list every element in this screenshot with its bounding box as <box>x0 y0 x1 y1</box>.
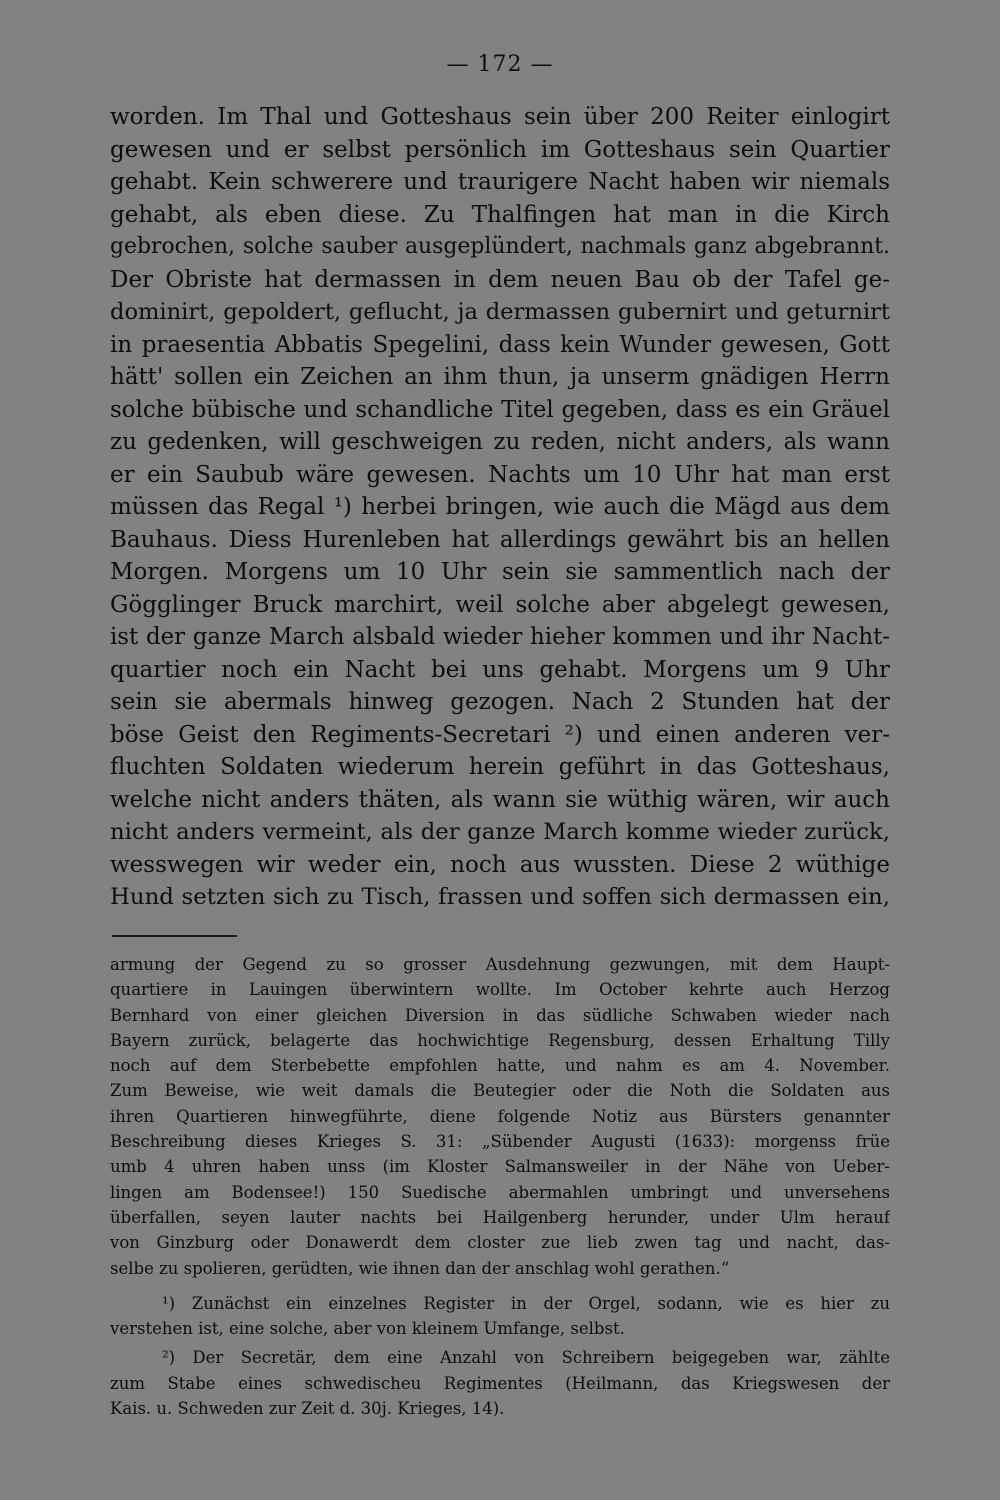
main-text-line: sein sie abermals hinweg gezogen. Nach 2 Stunden hat der <box>110 689 890 715</box>
main-text-line: böse Geist den Regiments-Secretari ²) und einen anderen ver- <box>110 721 890 748</box>
main-text-line: Bauhaus. Diess Hurenleben hat allerdings gewährt bis an hellen <box>110 526 890 553</box>
main-text-line: gewesen und er selbst persönlich im Gotteshaus sein Quartier <box>110 136 890 163</box>
main-text-line: hätt' sollen ein Zeichen an ihm thun, ja unserm gnädigen Herrn <box>110 364 890 390</box>
footnote-continuation-line: noch auf dem Sterbebette empfohlen hatte, und nahm es am 4. November. <box>110 1056 890 1076</box>
footnote-continuation-line: quartiere in Lauingen überwintern wollte. Im October kehrte auch Herzog <box>110 980 890 1000</box>
main-text-line: wesswegen wir weder ein, noch aus wussten. Diese 2 wüthige <box>110 851 890 878</box>
footnote-2-line: zum Stabe eines schwedischeu Regimentes (Heilmann, das Kriegswesen der <box>110 1373 890 1393</box>
main-text-line: müssen das Regal ¹) herbei bringen, wie auch die Mägd aus dem <box>110 494 890 520</box>
main-text-block <box>110 101 890 914</box>
main-text-line: gehabt. Kein schwerere und traurigere Nacht haben wir niemals <box>110 169 890 195</box>
footnote-continuation-line: umb 4 uhren haben unss (im Kloster Salmansweiler in der Nähe von Ueber- <box>110 1157 890 1177</box>
main-text-line: worden. Im Thal und Gotteshaus sein über 200 Reiter einlogirt <box>110 104 890 130</box>
footnote-1-line: verstehen ist, eine solche, aber von kleinem Umfange, selbst. <box>110 1319 625 1339</box>
footnotes-block <box>110 952 890 1421</box>
main-text-line: zu gedenken, will geschweigen zu reden, nicht anders, als wann <box>110 429 890 455</box>
main-text-line: gebrochen, solche sauber ausgeplündert, nachmals ganz abgebrannt. <box>110 234 890 259</box>
footnote-continuation-line: Zum Beweise, wie weit damals die Beutegier oder die Noth die Soldaten aus <box>110 1081 890 1101</box>
footnote-continuation-line: überfallen, seyen lauter nachts bei Hailgenberg herunder, under Ulm herauf <box>110 1207 890 1227</box>
footnote-continuation-line: von Ginzburg oder Donawerdt dem closter zue lieb zwen tag und nacht, das- <box>110 1233 890 1253</box>
main-text-line: dominirt, gepoldert, geflucht, ja dermassen gubernirt und geturnirt <box>110 299 890 325</box>
main-text-line: Der Obriste hat dermassen in dem neuen Bau ob der Tafel ge- <box>110 266 890 293</box>
main-text-line: fluchten Soldaten wiederum herein geführt in das Gotteshaus, <box>110 754 890 780</box>
main-text-line: in praesentia Abbatis Spegelini, dass kein Wunder gewesen, Gott <box>110 331 890 358</box>
footnote-continuation-line: Bernhard von einer gleichen Diversion in das südliche Schwaben wieder nach <box>110 1005 890 1025</box>
footnote-continuation-line: selbe zu spolieren, gerüdten, wie ihnen dan der anschlag wohl gerathen.“ <box>110 1258 730 1278</box>
footnote-continuation-line: Bayern zurück, belagerte das hochwichtige Regensburg, dessen Erhaltung Tilly <box>110 1030 890 1050</box>
main-text-line: er ein Saubub wäre gewesen. Nachts um 10 Uhr hat man erst <box>110 461 890 488</box>
main-text-line: Gögglinger Bruck marchirt, weil solche aber abgelegt gewesen, <box>110 591 890 618</box>
main-text-line: Morgen. Morgens um 10 Uhr sein sie sammentlich nach der <box>110 559 890 585</box>
main-text-line: ist der ganze March alsbald wieder hieher kommen und ihr Nacht- <box>110 624 890 650</box>
main-text-line: gehabt, als eben diese. Zu Thalfingen hat man in die Kirch <box>110 201 890 228</box>
main-text-line: welche nicht anders thäten, als wann sie wüthig wären, wir auch <box>110 786 890 813</box>
footnote-divider <box>112 935 237 937</box>
footnote-2-line: ²) Der Secretär, dem eine Anzahl von Schreibern beigegeben war, zählte <box>162 1348 890 1368</box>
main-text-line: solche bübische und schandliche Titel gegeben, dass es ein Gräuel <box>110 396 890 423</box>
footnote-continuation-line: Beschreibung dieses Krieges S. 31: „Sübender Augusti (1633): morgenss früe <box>110 1132 890 1152</box>
footnote-continuation-line: armung der Gegend zu so grosser Ausdehnung gezwungen, mit dem Haupt- <box>110 955 890 974</box>
page-number: — 172 — <box>446 52 554 77</box>
footnote-1-line: ¹) Zunächst ein einzelnes Register in der Orgel, sodann, wie es hier zu <box>162 1293 890 1313</box>
footnote-continuation-line: lingen am Bodensee!) 150 Suedische abermahlen umbringt und unversehens <box>110 1182 890 1202</box>
main-text-line: nicht anders vermeint, als der ganze March komme wieder zurück, <box>110 819 890 845</box>
footnote-continuation-line: ihren Quartieren hinwegführte, diene folgende Notiz aus Bürsters genannter <box>110 1106 890 1126</box>
footnote-2-line: Kais. u. Schweden zur Zeit d. 30j. Krieges, 14). <box>110 1399 505 1419</box>
main-text-line: quartier noch ein Nacht bei uns gehabt. Morgens um 9 Uhr <box>110 656 890 683</box>
main-text-line: Hund setzten sich zu Tisch, frassen und soffen sich dermassen ein, <box>110 884 890 910</box>
